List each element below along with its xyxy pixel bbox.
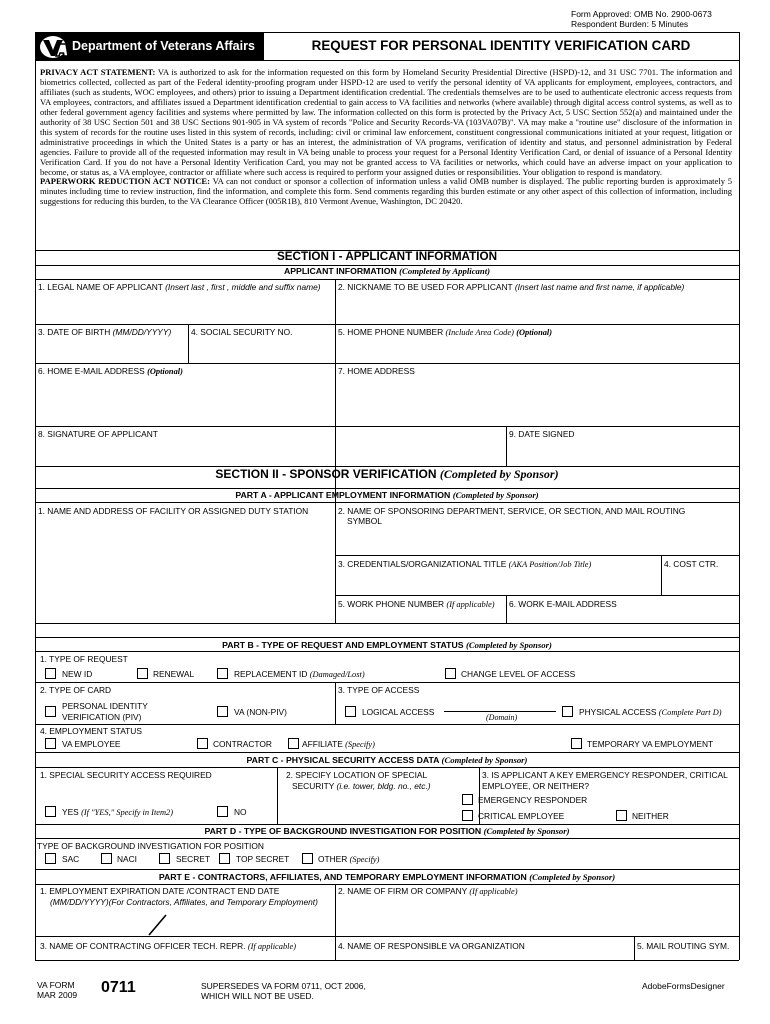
footer-form-number: 0711 (101, 979, 136, 996)
employment-status-label: 4. EMPLOYMENT STATUS (40, 726, 142, 736)
emergency-responder-label: EMERGENCY RESPONDER (478, 795, 588, 805)
field-date-signed[interactable]: 9. DATE SIGNED (509, 429, 575, 439)
part-a-title: PART A - APPLICANT EMPLOYMENT INFORMATION (Completed by Sponsor) (235, 490, 539, 500)
omb-approval: Form Approved: OMB No. 2900-0673 (571, 9, 712, 19)
checkbox-other[interactable] (302, 853, 313, 864)
field-work-email[interactable]: 6. WORK E-MAIL ADDRESS (509, 599, 617, 609)
field-contracting-officer[interactable]: 3. NAME OF CONTRACTING OFFICER TECH. REPR. (If applicable) (40, 941, 296, 951)
checkbox-neither[interactable] (616, 810, 627, 821)
type-of-request-label: 1. TYPE OF REQUEST (40, 654, 128, 664)
secret-label: SECRET (176, 854, 210, 864)
checkbox-critical-employee[interactable] (462, 810, 473, 821)
type-of-access-label: 3. TYPE OF ACCESS (338, 685, 420, 695)
contractor-label: CONTRACTOR (213, 739, 272, 749)
piv-label: PERSONAL IDENTITY VERIFICATION (PIV) (62, 701, 148, 722)
form-title: REQUEST FOR PERSONAL IDENTITY VERIFICATION CARD (311, 38, 691, 53)
special-location-field[interactable]: 2. SPECIFY LOCATION OF SPECIAL SECURITY (i.e. tower, bldg. no., etc.) (286, 770, 431, 791)
change-level-label: CHANGE LEVEL OF ACCESS (461, 669, 576, 679)
part-c-title: PART C - PHYSICAL SECURITY ACCESS DATA (Completed by Sponsor) (246, 755, 528, 765)
special-access-label: 1. SPECIAL SECURITY ACCESS REQUIRED (40, 770, 212, 780)
renewal-label: RENEWAL (153, 669, 195, 679)
neither-label: NEITHER (632, 811, 669, 821)
field-sponsoring-dept[interactable]: 2. NAME OF SPONSORING DEPARTMENT, SERVICE, OR SECTION, AND MAIL ROUTING SYMBOL (338, 506, 686, 526)
checkbox-no[interactable] (217, 806, 228, 817)
section-1-title: SECTION I - APPLICANT INFORMATION (276, 250, 498, 263)
field-home-phone[interactable]: 5. HOME PHONE NUMBER (Include Area Code) (Optional) (338, 327, 553, 337)
part-b-title: PART B - TYPE OF REQUEST AND EMPLOYMENT STATUS (Completed by Sponsor) (222, 640, 552, 650)
field-home-address[interactable]: 7. HOME ADDRESS (338, 366, 415, 376)
checkbox-replacement-id[interactable] (217, 668, 228, 679)
no-label: NO (234, 807, 247, 817)
field-responsible-org[interactable]: 4. NAME OF RESPONSIBLE VA ORGANIZATION (338, 941, 525, 951)
footer-supersedes-1: SUPERSEDES VA FORM 0711, OCT 2006, (201, 981, 366, 991)
paperwork-heading: PAPERWORK REDUCTION ACT NOTICE: (40, 176, 210, 187)
physical-access-label: PHYSICAL ACCESS (Complete Part D) (579, 707, 722, 717)
critical-employee-label: CRITICAL EMPLOYEE (478, 811, 565, 821)
privacy-act-text: VA is authorized to ask for the information requested on this form by Homeland Security Presidential Directive (HSPD)-12, and 31 USC 7701. The information and biometrics collected, collected as part of the Federal identity-proofing program under HSPD-12 are used to verify the personal identity of VA applicants for employment, employees, contractors, and affiliates (such as students, WOC employees, and others) prior to issuing a Department identification credential. The credentials themselves are to be used to authenticate electronic access requests from VA employees, contractors, and affiliates issued a Department identification credential to gain access to VA facilities and networks (where available) through digital access control systems, as well as to other federal government agency facilities and systems where permitted by law. The information collected on this form is protected by the Privacy Act, 5 USC Section 552(a) and maintained under the authority of 38 USC Section 501 and 38 USC Sections 901-905 in VA system of records "Police and Security Records-VA (103VA07B)". VA may make a "routine use" disclosure of the information in this system of records for the routine uses listed in this system of records, including: civil or criminal law enforcement, constituent congressional communications initiated at your request, litigation or administrative proceedings in which the United States is a party or has an interest, the administration of VA programs, verification of identity and status, and personnel administration by Federal agencies. Failure to provide all of the requested information may result in VA being unable to process your request for a Personal Identity Verification Card, or denial of issuance of a Personal Identity Verification Card. If you do not have a Personal Identity Verification Card, you may not be granted access to VA facilities or networks, which could have an adverse impact on your application to become, or status as, a VA employee, contractor or affiliate where such access is required to perform your assigned duties or responsibilities. Your obligation to respond is mandatory. (40, 67, 732, 177)
slash-mark (146, 913, 170, 937)
footer-supersedes-2: WHICH WILL NOT BE USED. (201, 991, 314, 1001)
field-nickname[interactable]: 2. NICKNAME TO BE USED FOR APPLICANT (Insert last name and first name, if applicable) (338, 282, 685, 292)
va-seal-logo (39, 35, 71, 59)
paperwork-text: VA can not conduct or sponsor a collection of information unless a valid OMB number is displayed. The public reporting burden is approximately 5 minutes including time to review instruction, find the information, and complete this form. Send comments regarding this burden estimate or any other aspect of this collection of information, including suggestions for reducing this burden, to the VA Clearance Officer (005R1B), 810 Vermont Avenue, Washington, DC 20420. (40, 176, 732, 207)
field-firm-name[interactable]: 2. NAME OF FIRM OR COMPANY (If applicable) (338, 886, 518, 896)
logical-access-label: LOGICAL ACCESS (362, 707, 435, 717)
affiliate-label: AFFILIATE (Specify) (302, 739, 375, 749)
yes-label: YES (If "YES," Specify in Item2) (62, 807, 174, 817)
field-date-of-birth[interactable]: 3. DATE OF BIRTH (MM/DD/YYYY) (38, 327, 172, 337)
checkbox-affiliate[interactable] (288, 738, 299, 749)
non-piv-label: VA (NON-PIV) (234, 707, 287, 717)
type-of-card-label: 2. TYPE OF CARD (40, 685, 112, 695)
footer-va-form: VA FORM (37, 980, 75, 990)
field-credentials-title[interactable]: 3. CREDENTIALS/ORGANIZATIONAL TITLE (AKA Position/Job Title) (338, 559, 592, 569)
field-ssn[interactable]: 4. SOCIAL SECURITY NO. (191, 327, 293, 337)
checkbox-emergency-responder[interactable] (462, 794, 473, 805)
replacement-id-label: REPLACEMENT ID (Damaged/Lost) (234, 669, 365, 679)
checkbox-va-employee[interactable] (45, 738, 56, 749)
checkbox-piv[interactable] (45, 706, 56, 717)
naci-label: NACI (117, 854, 138, 864)
field-cost-center[interactable]: 4. COST CTR. (664, 559, 719, 569)
checkbox-naci[interactable] (101, 853, 112, 864)
background-type-label: TYPE OF BACKGROUND INVESTIGATION FOR POSITION (37, 841, 264, 851)
section-2-title: SECTION II - SPONSOR VERIFICATION (Completed by Sponsor) (215, 467, 559, 481)
top-secret-label: TOP SECRET (236, 854, 290, 864)
field-expiration-date[interactable]: 1. EMPLOYMENT EXPIRATION DATE /CONTRACT END DATE (MM/DD/YYYY)(For Contractors, Affiliates, and Temporary Employment) (40, 886, 318, 907)
field-legal-name[interactable]: 1. LEGAL NAME OF APPLICANT (Insert last , first , middle and suffix name) (38, 282, 321, 292)
domain-line[interactable] (444, 711, 556, 712)
checkbox-change-level[interactable] (445, 668, 456, 679)
checkbox-new-id[interactable] (45, 668, 56, 679)
checkbox-renewal[interactable] (137, 668, 148, 679)
privacy-act-heading: PRIVACY ACT STATEMENT: (40, 67, 156, 77)
va-employee-label: VA EMPLOYEE (62, 739, 121, 749)
field-home-email[interactable]: 6. HOME E-MAIL ADDRESS (Optional) (38, 366, 183, 376)
part-d-title: PART D - TYPE OF BACKGROUND INVESTIGATION FOR POSITION (Completed by Sponsor) (204, 826, 570, 836)
privacy-notice (40, 68, 732, 207)
va-header-banner (36, 33, 263, 60)
checkbox-secret[interactable] (159, 853, 170, 864)
key-responder-label: 3. IS APPLICANT A KEY EMERGENCY RESPONDER, CRITICAL EMPLOYEE, OR NEITHER? (482, 770, 728, 791)
field-signature[interactable]: 8. SIGNATURE OF APPLICANT (38, 429, 158, 439)
checkbox-logical-access[interactable] (345, 706, 356, 717)
field-facility-address[interactable]: 1. NAME AND ADDRESS OF FACILITY OR ASSIGNED DUTY STATION (38, 506, 309, 516)
checkbox-top-secret[interactable] (219, 853, 230, 864)
checkbox-temporary-va[interactable] (571, 738, 582, 749)
applicant-info-subtitle: APPLICANT INFORMATION (Completed by Applicant) (283, 266, 491, 276)
part-e-title: PART E - CONTRACTORS, AFFILIATES, AND TEMPORARY EMPLOYMENT INFORMATION (Completed by Sponsor) (158, 872, 616, 882)
field-mail-routing[interactable]: 5. MAIL ROUTING SYM. (637, 941, 730, 951)
temporary-va-label: TEMPORARY VA EMPLOYMENT (587, 739, 714, 749)
checkbox-yes[interactable] (45, 806, 56, 817)
checkbox-sac[interactable] (45, 853, 56, 864)
field-work-phone[interactable]: 5. WORK PHONE NUMBER (If applicable) (338, 599, 495, 609)
other-label: OTHER (Specify) (318, 854, 380, 864)
new-id-label: NEW ID (62, 669, 93, 679)
checkbox-physical-access[interactable] (562, 706, 573, 717)
checkbox-non-piv[interactable] (217, 706, 228, 717)
checkbox-contractor[interactable] (197, 738, 208, 749)
footer-date: MAR 2009 (37, 990, 78, 1000)
domain-label: (Domain) (486, 713, 518, 722)
respondent-burden: Respondent Burden: 5 Minutes (571, 19, 689, 29)
sac-label: SAC (62, 854, 80, 864)
agency-name: Department of Veterans Affairs (72, 39, 255, 53)
footer-designer: AdobeFormsDesigner (642, 981, 725, 991)
